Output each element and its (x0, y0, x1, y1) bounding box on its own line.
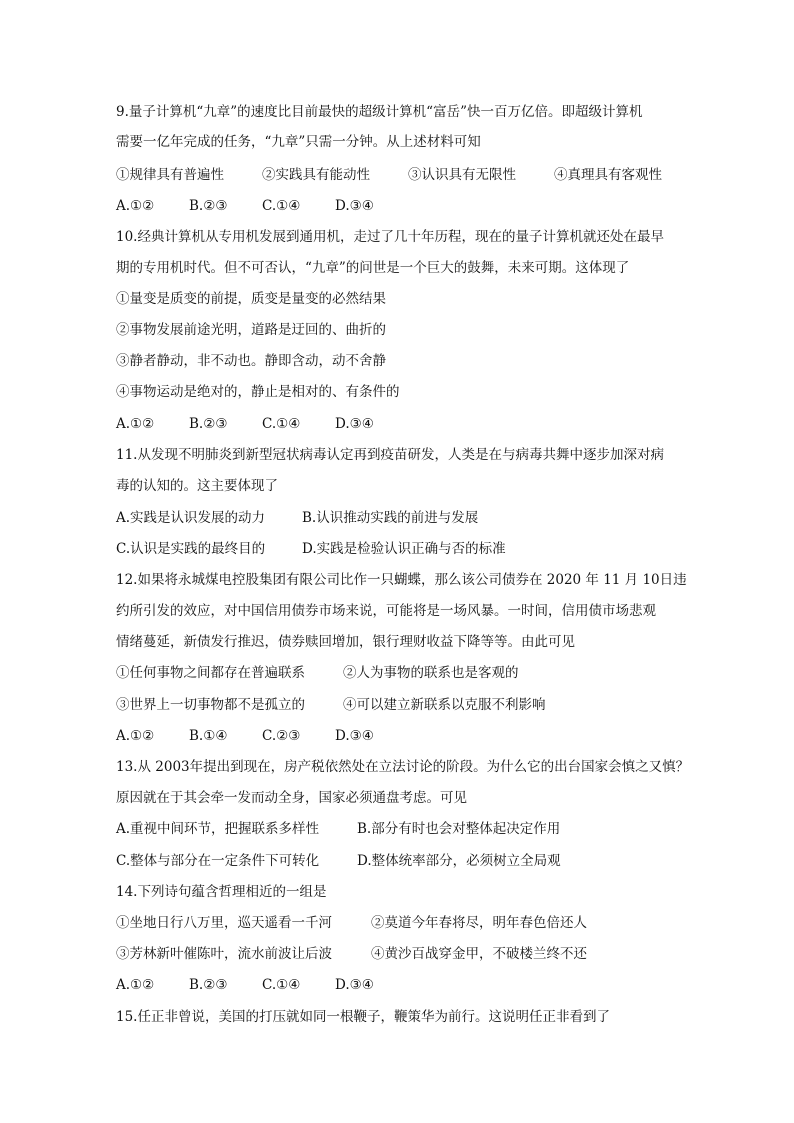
q13-choices-row-1 (116, 820, 560, 838)
q12-stem-line-1: 12.如果将永城煤电控股集团有限公司比作一只蝴蝶，那么该公司债券在 2020 年 11 月 10日违 (116, 572, 687, 588)
q15-stem-line-1: 15.任正非曾说，美国的打压就如同一根鞭子，鞭策华为前行。这说明任正非看到了 (116, 1009, 610, 1025)
q13-choices-row-2 (116, 852, 561, 870)
q9-statement-1: ①规律具有普遍性 (116, 167, 224, 183)
q10-statement-2: ②事物发展前途光明，道路是迂回的、曲折的 (116, 322, 386, 338)
q10-statement-3: ③静者静动，非不动也。静即含动，动不舍静 (116, 353, 386, 369)
q14-choice-c: C.①④ (262, 977, 301, 993)
q13-choice-a: A.重视中间环节，把握联系多样性 (116, 821, 320, 837)
q11-choices-row-2 (116, 540, 506, 558)
q12-choice-d: D.③④ (335, 728, 374, 744)
q9-choice-b: B.②③ (189, 198, 228, 214)
q14-choice-a: A.①② (116, 977, 155, 993)
q12-stem-line-2: 约所引发的效应，对中国信用债券市场来说，可能将是一场风暴。一时间，信用债市场悲观 (116, 603, 656, 619)
q12-choices (116, 727, 408, 745)
q13-choice-d: D.整体统率部分，必须树立全局观 (357, 853, 561, 869)
q12-statement-1: ①任何事物之间都存在普遍联系 (116, 665, 305, 681)
q9-stem-line-1: 9.量子计算机“九章”的速度比目前最快的超级计算机“富岳”快一百万亿倍。即超级计算机 (116, 104, 643, 120)
q13-choice-b: B.部分有时也会对整体起决定作用 (357, 821, 561, 837)
q13-choice-c: C.整体与部分在一定条件下可转化 (116, 853, 320, 869)
q14-statement-4: ④黄沙百战穿金甲，不破楼兰终不还 (371, 946, 587, 962)
q14-statement-2: ②莫道今年春将尽，明年春色倍还人 (371, 915, 587, 931)
q12-statement-4: ④可以建立新联系以克服不利影响 (343, 697, 546, 713)
q14-statements-row-1 (116, 914, 587, 932)
q10-stem-line-2: 期的专用机时代。但不可否认，“九章”的问世是一个巨大的鼓舞，未来可期。这体现了 (116, 260, 630, 276)
q12-statement-2: ②人为事物的联系也是客观的 (343, 665, 519, 681)
q12-statements-row-2 (116, 696, 546, 714)
q9-statement-4: ④真理具有客观性 (554, 167, 662, 183)
q11-choices-row-1 (116, 509, 488, 527)
q10-statement-1: ①量变是质变的前提，质变是量变的必然结果 (116, 291, 386, 307)
q14-stem-line-1: 14.下列诗句蕴含哲理相近的一组是 (116, 884, 327, 900)
q12-choice-b: B.①④ (189, 728, 228, 744)
q13-stem-line-1: 13.从 2003年提出到现在，房产税依然处在立法讨论的阶段。为什么它的出台国家会慎之又慎？ (116, 759, 690, 775)
q12-stem-line-3: 情绪蔓延，新债发行推迟，债券赎回增加，银行理财收益下降等等。由此可见 (116, 634, 575, 650)
q12-choice-c: C.②③ (262, 728, 301, 744)
q11-choice-a: A.实践是认识发展的动力 (116, 510, 266, 526)
q10-stem-line-1: 10.经典计算机从专用机发展到通用机，走过了几十年历程，现在的量子计算机就还处在最早 (116, 229, 664, 245)
q11-choice-c: C.认识是实践的最终目的 (116, 541, 266, 557)
q10-statement-4: ④事物运动是绝对的，静止是相对的、有条件的 (116, 384, 400, 400)
q9-stem-line-2: 需要一亿年完成的任务，“九章”只需一分钟。从上述材料可知 (116, 134, 481, 150)
q10-choice-a: A.①② (116, 416, 155, 432)
q9-choice-c: C.①④ (262, 198, 301, 214)
q11-stem-line-1: 11.从发现不明肺炎到新型冠状病毒认定再到疫苗研发，人类是在与病毒共舞中逐步加深对病 (116, 447, 664, 463)
q10-choices (116, 415, 408, 433)
q14-statements-row-2 (116, 945, 587, 963)
q10-choice-c: C.①④ (262, 416, 301, 432)
q9-choice-d: D.③④ (335, 198, 374, 214)
q14-choice-b: B.②③ (189, 977, 228, 993)
q12-statements-row-1 (116, 664, 519, 682)
q9-choice-a: A.①② (116, 198, 155, 214)
q14-statement-1: ①坐地日行八万里，巡天遥看一千河 (116, 915, 332, 931)
q9-statements (116, 166, 662, 184)
q10-choice-d: D.③④ (335, 416, 374, 432)
q9-statement-3: ③认识具有无限性 (408, 167, 516, 183)
q14-choice-d: D.③④ (335, 977, 374, 993)
q10-choice-b: B.②③ (189, 416, 228, 432)
q11-stem-line-2: 毒的认知的。这主要体现了 (116, 478, 278, 494)
q14-statement-3: ③芳林新叶催陈叶，流水前波让后波 (116, 946, 332, 962)
q13-stem-line-2: 原因就在于其会牵一发而动全身，国家必须通盘考虑。可见 (116, 790, 467, 806)
q12-choice-a: A.①② (116, 728, 155, 744)
q11-choice-d: D.实践是检验认识正确与否的标准 (302, 541, 506, 557)
q14-choices (116, 976, 408, 994)
q11-choice-b: B.认识推动实践的前进与发展 (302, 510, 479, 526)
q12-statement-3: ③世界上一切事物都不是孤立的 (116, 697, 305, 713)
q9-choices (116, 197, 408, 215)
q9-statement-2: ②实践具有能动性 (262, 167, 370, 183)
